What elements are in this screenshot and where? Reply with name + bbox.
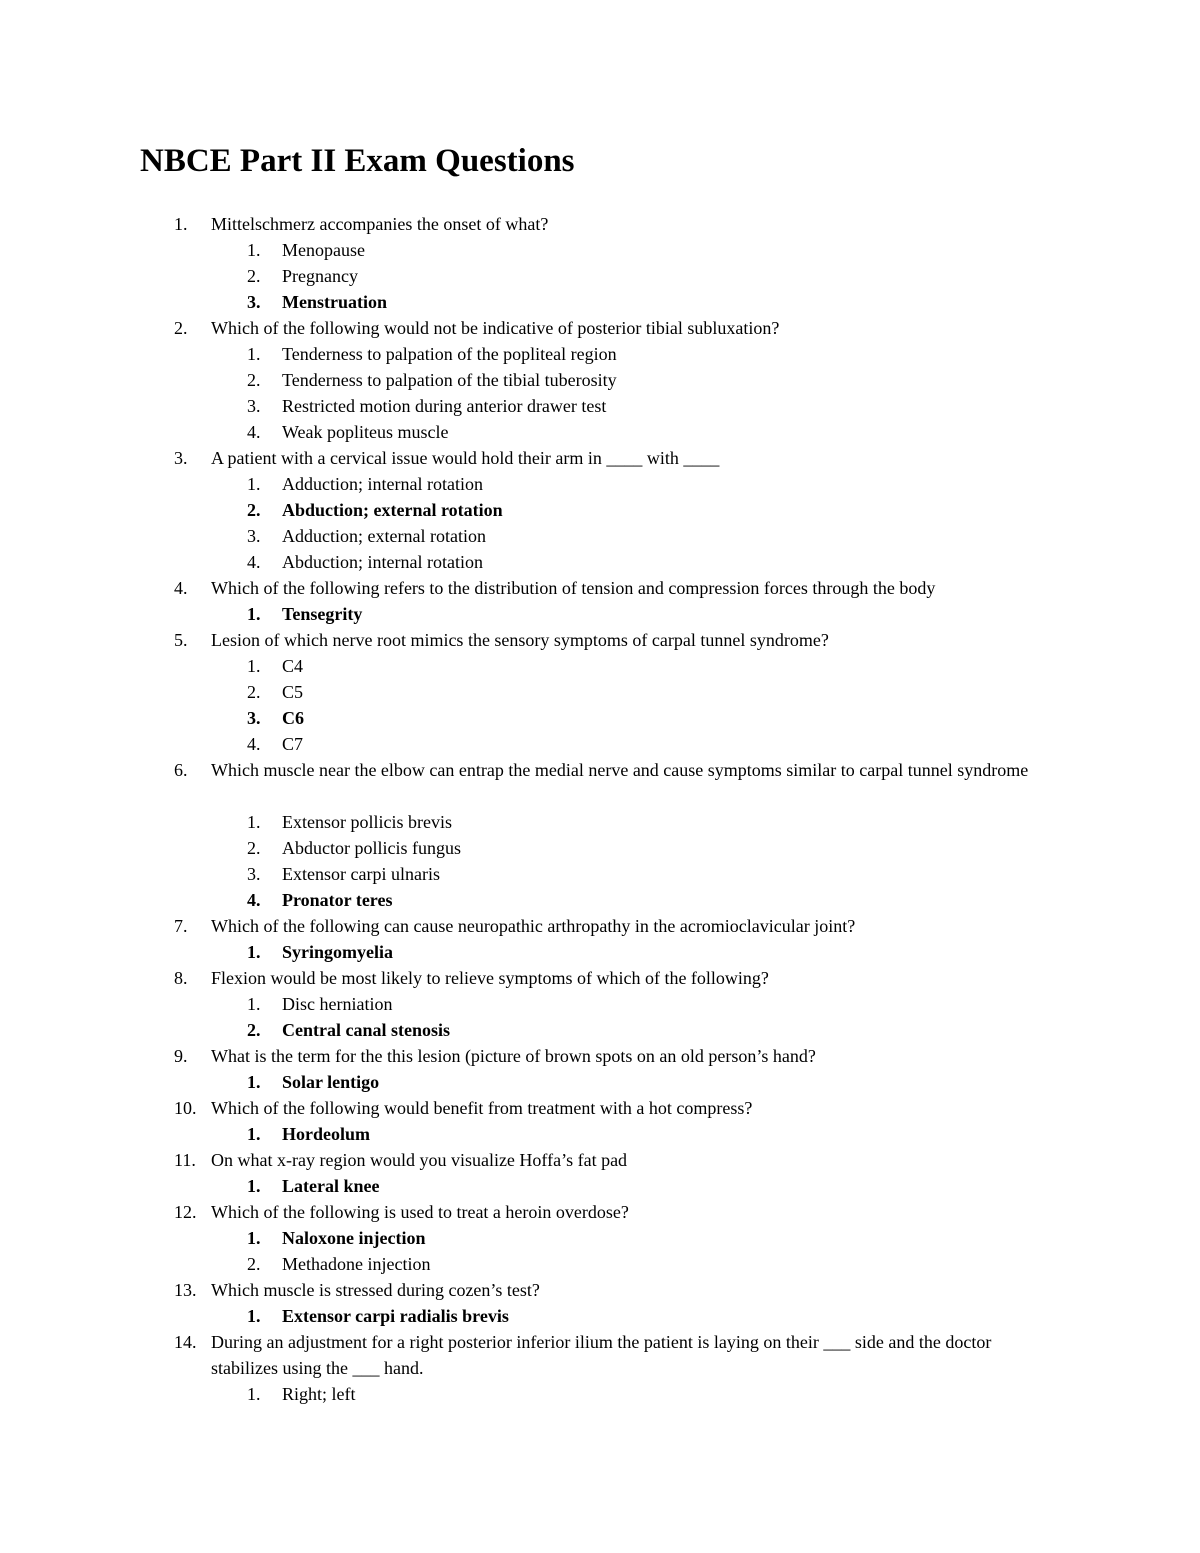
option-text: Solar lentigo bbox=[282, 1072, 380, 1092]
answer-option-correct bbox=[0, 289, 1200, 315]
option-text: Tenderness to palpation of the popliteal region bbox=[282, 344, 617, 364]
question-text: What is the term for the this lesion (picture of brown spots on an old person’s hand? bbox=[211, 1046, 816, 1066]
option-number: 1. bbox=[247, 474, 261, 494]
option-number: 1. bbox=[247, 812, 261, 832]
question-text: Mittelschmerz accompanies the onset of what? bbox=[211, 214, 549, 234]
question-item bbox=[0, 211, 1200, 237]
question-item bbox=[0, 757, 1200, 809]
option-text: Tenderness to palpation of the tibial tuberosity bbox=[282, 370, 617, 390]
option-number: 1. bbox=[247, 656, 261, 676]
option-text: Extensor pollicis brevis bbox=[282, 812, 452, 832]
answer-option-correct bbox=[0, 1017, 1200, 1043]
answer-option-correct bbox=[0, 1121, 1200, 1147]
question-number: 4. bbox=[174, 578, 188, 598]
question-text: Flexion would be most likely to relieve symptoms of which of the following? bbox=[211, 968, 769, 988]
answer-option bbox=[0, 367, 1200, 393]
option-text: C6 bbox=[282, 708, 304, 728]
question-item bbox=[0, 445, 1200, 471]
question-number: 8. bbox=[174, 968, 188, 988]
answer-option-correct bbox=[0, 497, 1200, 523]
question-item bbox=[0, 1277, 1200, 1303]
option-number: 1. bbox=[247, 240, 261, 260]
option-text: Abduction; external rotation bbox=[282, 500, 503, 520]
option-number: 1. bbox=[247, 994, 261, 1014]
question-number: 5. bbox=[174, 630, 188, 650]
answer-option bbox=[0, 679, 1200, 705]
answer-option-correct bbox=[0, 705, 1200, 731]
option-text: Menstruation bbox=[282, 292, 387, 312]
option-text: Weak popliteus muscle bbox=[282, 422, 449, 442]
option-number: 2. bbox=[247, 266, 261, 286]
option-number: 3. bbox=[247, 708, 261, 728]
option-text: C5 bbox=[282, 682, 304, 702]
option-text: Methadone injection bbox=[282, 1254, 431, 1274]
answer-option bbox=[0, 341, 1200, 367]
answer-option bbox=[0, 549, 1200, 575]
option-text: Syringomyelia bbox=[282, 942, 393, 962]
question-number: 10. bbox=[174, 1098, 197, 1118]
option-number: 3. bbox=[247, 292, 261, 312]
question-text: During an adjustment for a right posterior inferior ilium the patient is laying on their ___ side and the doctor stabilizes using the ___ hand. bbox=[211, 1332, 992, 1378]
answer-option bbox=[0, 1251, 1200, 1277]
option-number: 1. bbox=[247, 1124, 261, 1144]
page-title: NBCE Part II Exam Questions bbox=[140, 143, 575, 179]
question-text: Which of the following is used to treat a heroin overdose? bbox=[211, 1202, 629, 1222]
option-text: Naloxone injection bbox=[282, 1228, 426, 1248]
answer-option bbox=[0, 991, 1200, 1017]
option-text: Lateral knee bbox=[282, 1176, 380, 1196]
question-text: Which of the following can cause neuropathic arthropathy in the acromioclavicular joint? bbox=[211, 916, 856, 936]
question-item bbox=[0, 1095, 1200, 1121]
answer-option-correct bbox=[0, 601, 1200, 627]
answer-option bbox=[0, 393, 1200, 419]
option-text: Central canal stenosis bbox=[282, 1020, 450, 1040]
question-text: Which of the following would not be indicative of posterior tibial subluxation? bbox=[211, 318, 780, 338]
option-number: 2. bbox=[247, 1254, 261, 1274]
option-number: 2. bbox=[247, 682, 261, 702]
answer-option-correct bbox=[0, 1069, 1200, 1095]
option-number: 3. bbox=[247, 396, 261, 416]
option-text: C7 bbox=[282, 734, 304, 754]
option-text: Pregnancy bbox=[282, 266, 358, 286]
question-text: A patient with a cervical issue would hold their arm in ____ with ____ bbox=[211, 448, 720, 468]
question-item bbox=[0, 315, 1200, 341]
question-item bbox=[0, 1043, 1200, 1069]
option-number: 4. bbox=[247, 890, 261, 910]
question-list bbox=[0, 211, 1200, 1407]
answer-option-correct bbox=[0, 1303, 1200, 1329]
question-item bbox=[0, 965, 1200, 991]
option-text: C4 bbox=[282, 656, 304, 676]
option-text: Tensegrity bbox=[282, 604, 363, 624]
question-number: 13. bbox=[174, 1280, 197, 1300]
question-number: 9. bbox=[174, 1046, 188, 1066]
option-number: 1. bbox=[247, 1176, 261, 1196]
question-item bbox=[0, 913, 1200, 939]
question-number: 14. bbox=[174, 1332, 197, 1352]
option-number: 1. bbox=[247, 1072, 261, 1092]
answer-option bbox=[0, 263, 1200, 289]
option-text: Adduction; external rotation bbox=[282, 526, 486, 546]
option-number: 1. bbox=[247, 344, 261, 364]
question-text: Which muscle near the elbow can entrap the medial nerve and cause symptoms similar to carpal tunnel syndrome bbox=[211, 760, 1029, 780]
answer-option-correct bbox=[0, 939, 1200, 965]
answer-option bbox=[0, 809, 1200, 835]
option-number: 1. bbox=[247, 1306, 261, 1326]
option-number: 3. bbox=[247, 526, 261, 546]
option-text: Disc herniation bbox=[282, 994, 393, 1014]
option-text: Abductor pollicis fungus bbox=[282, 838, 461, 858]
answer-option bbox=[0, 523, 1200, 549]
option-number: 1. bbox=[247, 1228, 261, 1248]
option-number: 1. bbox=[247, 942, 261, 962]
option-number: 3. bbox=[247, 864, 261, 884]
option-number: 4. bbox=[247, 552, 261, 572]
question-item bbox=[0, 1147, 1200, 1173]
option-text: Adduction; internal rotation bbox=[282, 474, 483, 494]
question-number: 7. bbox=[174, 916, 188, 936]
question-number: 2. bbox=[174, 318, 188, 338]
question-text: Lesion of which nerve root mimics the sensory symptoms of carpal tunnel syndrome? bbox=[211, 630, 829, 650]
question-number: 6. bbox=[174, 760, 188, 780]
question-item bbox=[0, 1199, 1200, 1225]
option-text: Extensor carpi radialis brevis bbox=[282, 1306, 509, 1326]
answer-option bbox=[0, 835, 1200, 861]
option-number: 4. bbox=[247, 422, 261, 442]
option-number: 1. bbox=[247, 604, 261, 624]
answer-option-correct bbox=[0, 887, 1200, 913]
answer-option-correct bbox=[0, 1225, 1200, 1251]
question-number: 3. bbox=[174, 448, 188, 468]
answer-option bbox=[0, 471, 1200, 497]
option-text: Right; left bbox=[282, 1384, 356, 1404]
option-number: 1. bbox=[247, 1384, 261, 1404]
question-item bbox=[0, 575, 1200, 601]
option-text: Hordeolum bbox=[282, 1124, 370, 1144]
option-text: Menopause bbox=[282, 240, 365, 260]
question-number: 1. bbox=[174, 214, 188, 234]
answer-option bbox=[0, 731, 1200, 757]
answer-option bbox=[0, 653, 1200, 679]
question-number: 12. bbox=[174, 1202, 197, 1222]
option-number: 2. bbox=[247, 838, 261, 858]
question-text: Which of the following refers to the distribution of tension and compression forces through the body bbox=[211, 578, 936, 598]
answer-option bbox=[0, 419, 1200, 445]
answer-option bbox=[0, 237, 1200, 263]
option-text: Abduction; internal rotation bbox=[282, 552, 483, 572]
question-text: On what x-ray region would you visualize Hoffa’s fat pad bbox=[211, 1150, 628, 1170]
option-number: 2. bbox=[247, 370, 261, 390]
option-text: Restricted motion during anterior drawer test bbox=[282, 396, 607, 416]
option-text: Extensor carpi ulnaris bbox=[282, 864, 440, 884]
question-text: Which of the following would benefit from treatment with a hot compress? bbox=[211, 1098, 753, 1118]
answer-option-correct bbox=[0, 1173, 1200, 1199]
question-text: Which muscle is stressed during cozen’s test? bbox=[211, 1280, 540, 1300]
question-item bbox=[0, 1329, 1200, 1381]
question-number: 11. bbox=[174, 1150, 196, 1170]
question-item bbox=[0, 627, 1200, 653]
option-number: 2. bbox=[247, 500, 261, 520]
answer-option bbox=[0, 861, 1200, 887]
option-text: Pronator teres bbox=[282, 890, 393, 910]
option-number: 2. bbox=[247, 1020, 261, 1040]
option-number: 4. bbox=[247, 734, 261, 754]
answer-option bbox=[0, 1381, 1200, 1407]
